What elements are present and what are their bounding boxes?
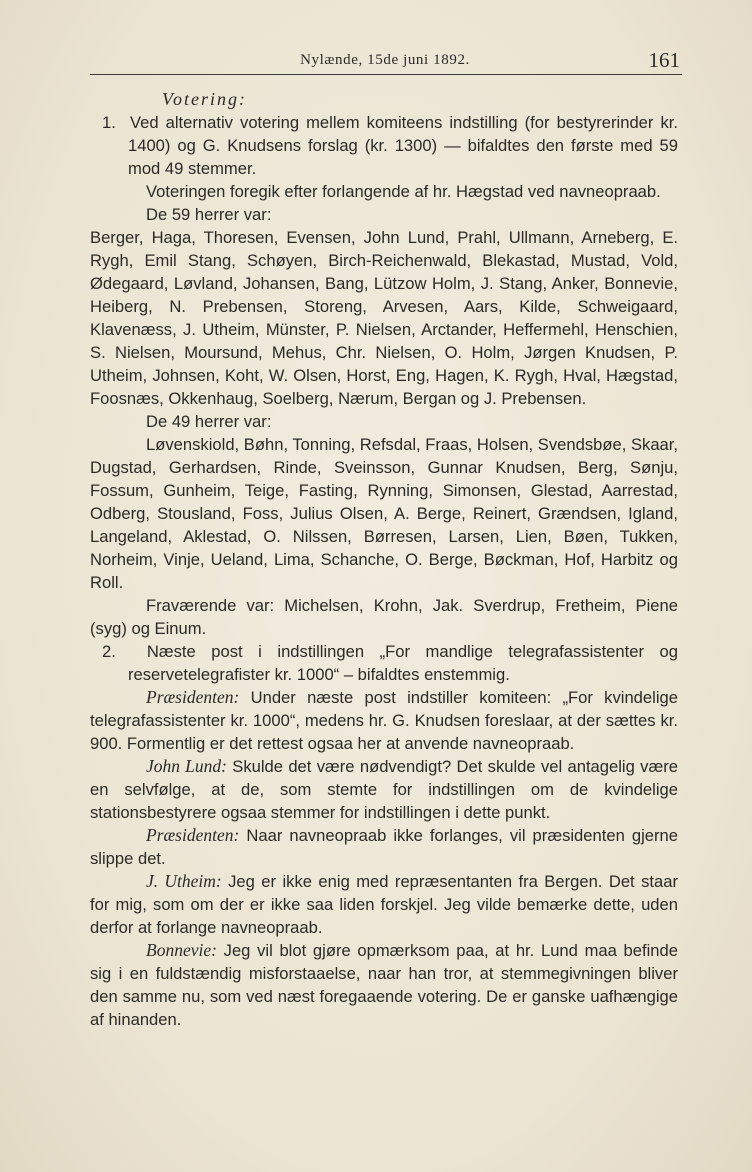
speech bbox=[90, 824, 678, 870]
speech-text: Jeg vil blot gjøre opmærksom paa, at hr. Lund maa befinde sig i en fuldstændig misforstaaelse, naar han tror, at stemmegivningen bliver den samme nu, som ved næst foregaaende votering. De er ganske uafhængige af hinanden. bbox=[90, 941, 678, 1029]
yes-heading: De 59 herrer var: bbox=[146, 205, 272, 224]
no-names: Løvenskiold, Bøhn, Tonning, Refsdal, Fraas, Holsen, Svendsbøe, Skaar, Dugstad, Gerhardsen, Rinde, Sveinsson, Gunnar Knudsen, Berg, Sønju, Fossum, Gunheim, Teige, Fasting, Rynning, Simonsen, Glestad, Aarrestad, Odberg, Stousland, Foss, Julius Olsen, A. Berge, Reinert, Grændsen, Igland, Langeland, Aklestad, O. Nilssen, Børresen, Larsen, Lien, Bøen, Tukken, Norheim, Vinje, Ueland, Lima, Schanche, O. Berge, Bøckman, Hof, Harbitz og Roll. bbox=[90, 435, 678, 592]
speech bbox=[90, 755, 678, 824]
speech-text: Under næste post indstiller komiteen: „For kvindelige telegrafassistenter kr. 1000“, medens hr. G. Knudsen foreslaar, at der sættes kr. 900. Formentlig er det rettest ogsaa her at anvende navneopraab. bbox=[90, 688, 678, 753]
speech bbox=[90, 939, 678, 1031]
item-text: Ved alternativ votering mellem komiteens indstilling (for bestyrerinder kr. 1400) og G. Knudsens forslag (kr. 1300) — bifaldtes den første med 59 mod 49 stemmer. bbox=[128, 113, 678, 178]
page-body bbox=[90, 88, 678, 1031]
agenda-item-2 bbox=[90, 640, 678, 686]
speech-text: Skulde det være nødvendigt? Det skulde vel antagelig være en selvfølge, at de, som stemte for indstillingen om de kvindelige stationsbestyrere ogsaa stemmer for indstillingen i dette punkt. bbox=[90, 757, 678, 822]
page-header bbox=[90, 44, 680, 74]
section-title: Votering: bbox=[162, 89, 247, 109]
speaker-name: Bonnevie: bbox=[146, 940, 217, 960]
speaker-name: J. Utheim: bbox=[146, 871, 222, 891]
voting-note: Voteringen foregik efter forlangende af hr. Hægstad ved navneopraab. bbox=[146, 182, 661, 201]
page-number: 161 bbox=[648, 48, 680, 72]
absent-list: Fraværende var: Michelsen, Krohn, Jak. Sverdrup, Fretheim, Piene (syg) og Einum. bbox=[90, 596, 678, 638]
speech-text: Naar navneopraab ikke forlanges, vil præsidenten gjerne slippe det. bbox=[90, 826, 678, 868]
speech bbox=[90, 686, 678, 755]
speech bbox=[90, 870, 678, 939]
no-heading: De 49 herrer var: bbox=[146, 412, 272, 431]
speaker-name: Præsidenten: bbox=[146, 687, 240, 707]
speaker-name: Præsidenten: bbox=[146, 825, 240, 845]
agenda-item-1 bbox=[90, 111, 678, 180]
speech-text: Jeg er ikke enig med repræsentanten fra Bergen. Det staar for mig, som om der er ikke saa liden forskjel. Jeg vilde bemærke dette, uden derfor at forlange navneopraab. bbox=[90, 872, 678, 937]
speaker-name: John Lund: bbox=[146, 756, 227, 776]
item-text: Næste post i indstillingen „For mandlige telegrafassistenter og reservetelegrafister kr. 1000“ – bifaldtes enstemmig. bbox=[128, 642, 678, 684]
item-number: 1. bbox=[102, 113, 116, 132]
running-title: Nylænde, 15de juni 1892. bbox=[300, 52, 470, 68]
yes-names: Berger, Haga, Thoresen, Evensen, John Lund, Prahl, Ullmann, Arneberg, E. Rygh, Emil Stang, Schøyen, Birch-Reichenwald, Blekastad, Mustad, Vold, Ødegaard, Løvland, Johansen, Bang, Lützow Holm, J. Stang, Anker, Bonnevie, Heiberg, N. Prebensen, Storeng, Arvesen, Aars, Kilde, Schweigaard, Klavenæss, J. Utheim, Münster, P. Nielsen, Arctander, Heffermehl, Henschien, S. Nielsen, Moursund, Mehus, Chr. Nielsen, O. Holm, Jørgen Knudsen, P. Utheim, Johnsen, Koht, W. Olsen, Horst, Eng, Hagen, K. Rygh, Hval, Hægstad, Foosnæs, Okkenhaug, Soelberg, Nærum, Bergan og J. Prebensen. bbox=[90, 228, 678, 408]
item-number: 2. bbox=[102, 642, 116, 661]
header-rule bbox=[90, 74, 682, 75]
